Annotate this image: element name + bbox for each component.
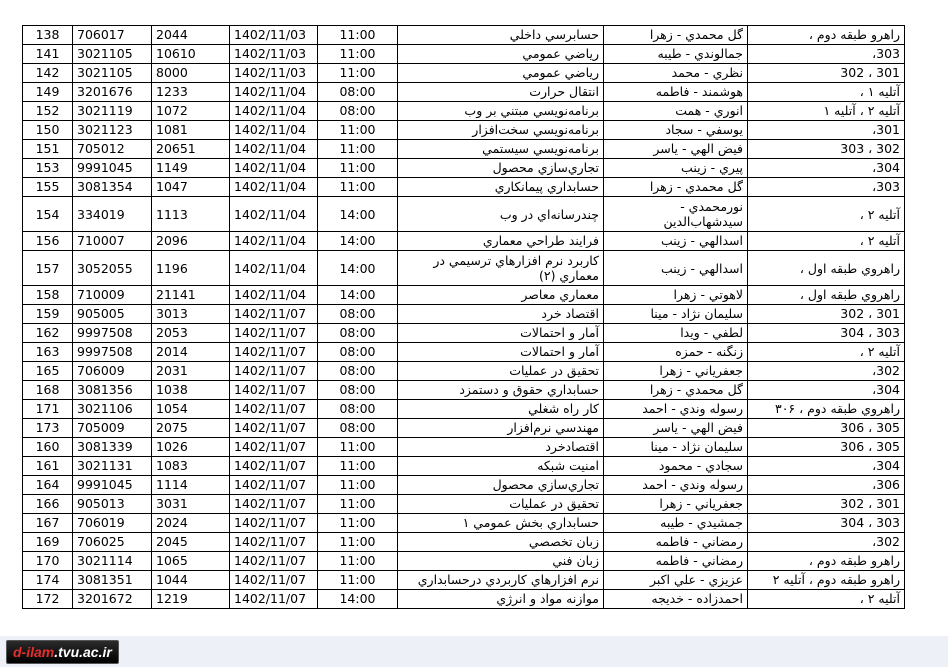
exam-room-cell: آتليه ۱ ، xyxy=(748,83,905,102)
exam-time-cell: 11:00 xyxy=(318,121,398,140)
row-number-cell: 169 xyxy=(23,533,73,552)
group-code-cell: 1113 xyxy=(152,197,230,232)
course-name-cell: تحقيق در عمليات xyxy=(398,495,604,514)
exam-time-cell: 11:00 xyxy=(318,438,398,457)
teacher-name-cell: رمضاني - فاطمه xyxy=(604,552,748,571)
exam-date-cell: 1402/11/04 xyxy=(230,83,318,102)
exam-room-cell: 302، xyxy=(748,362,905,381)
course-name-cell: امنيت شبكه xyxy=(398,457,604,476)
exam-date-cell: 1402/11/03 xyxy=(230,26,318,45)
exam-time-cell: 11:00 xyxy=(318,552,398,571)
group-code-cell: 8000 xyxy=(152,64,230,83)
teacher-name-cell: پيري - زينب xyxy=(604,159,748,178)
course-name-cell: رياضي عمومي xyxy=(398,64,604,83)
row-number-cell: 151 xyxy=(23,140,73,159)
exam-room-cell: راهروي طبقه اول ، xyxy=(748,286,905,305)
group-code-cell: 2096 xyxy=(152,232,230,251)
course-code-cell: 706009 xyxy=(73,362,152,381)
table-row xyxy=(23,45,905,64)
row-number-cell: 167 xyxy=(23,514,73,533)
exam-date-cell: 1402/11/07 xyxy=(230,476,318,495)
course-code-cell: 9997508 xyxy=(73,324,152,343)
exam-date-cell: 1402/11/07 xyxy=(230,362,318,381)
exam-room-cell: 303، xyxy=(748,178,905,197)
group-code-cell: 2044 xyxy=(152,26,230,45)
table-row xyxy=(23,83,905,102)
table-row xyxy=(23,286,905,305)
exam-time-cell: 08:00 xyxy=(318,381,398,400)
course-name-cell: فرايند طراحي معماري xyxy=(398,232,604,251)
row-number-cell: 157 xyxy=(23,251,73,286)
teacher-name-cell: جعفرياني - زهرا xyxy=(604,495,748,514)
teacher-name-cell: رسوله وندي - احمد xyxy=(604,400,748,419)
exam-room-cell: راهرو طبقه دوم ، xyxy=(748,26,905,45)
row-number-cell: 166 xyxy=(23,495,73,514)
exam-date-cell: 1402/11/07 xyxy=(230,590,318,609)
course-code-cell: 706025 xyxy=(73,533,152,552)
course-code-cell: 3081354 xyxy=(73,178,152,197)
exam-date-cell: 1402/11/07 xyxy=(230,457,318,476)
table-row xyxy=(23,251,905,286)
footer-bar xyxy=(0,636,948,667)
course-name-cell: اقتصاد خرد xyxy=(398,305,604,324)
teacher-name-cell: گل محمدي - زهرا xyxy=(604,381,748,400)
exam-room-cell: 305 ، 306 xyxy=(748,438,905,457)
course-code-cell: 3021105 xyxy=(73,64,152,83)
teacher-name-cell: انوري - همت xyxy=(604,102,748,121)
exam-date-cell: 1402/11/03 xyxy=(230,45,318,64)
exam-time-cell: 08:00 xyxy=(318,419,398,438)
course-name-cell: آمار و احتمالات xyxy=(398,324,604,343)
exam-room-cell: 304، xyxy=(748,159,905,178)
course-code-cell: 3021105 xyxy=(73,45,152,64)
group-code-cell: 20651 xyxy=(152,140,230,159)
group-code-cell: 2053 xyxy=(152,324,230,343)
row-number-cell: 150 xyxy=(23,121,73,140)
group-code-cell: 10610 xyxy=(152,45,230,64)
row-number-cell: 156 xyxy=(23,232,73,251)
exam-room-cell: 304، xyxy=(748,381,905,400)
course-code-cell: 3021114 xyxy=(73,552,152,571)
table-row xyxy=(23,419,905,438)
exam-room-cell: 302، xyxy=(748,533,905,552)
exam-time-cell: 11:00 xyxy=(318,571,398,590)
exam-room-cell: راهرو طبقه دوم ، xyxy=(748,552,905,571)
row-number-cell: 174 xyxy=(23,571,73,590)
row-number-cell: 155 xyxy=(23,178,73,197)
teacher-name-cell: نورمحمدي - سيدشهاب‌الدين xyxy=(604,197,748,232)
course-name-cell: رياضي عمومي xyxy=(398,45,604,64)
teacher-name-cell: فيض الهي - ياسر xyxy=(604,140,748,159)
exam-time-cell: 11:00 xyxy=(318,457,398,476)
course-name-cell: كاربرد نرم افزارهاي ترسيمي در معماري (۲) xyxy=(398,251,604,286)
teacher-name-cell: هوشمند - فاطمه xyxy=(604,83,748,102)
course-name-cell: اقتصادخرد xyxy=(398,438,604,457)
exam-date-cell: 1402/11/07 xyxy=(230,419,318,438)
exam-time-cell: 08:00 xyxy=(318,362,398,381)
course-code-cell: 3081351 xyxy=(73,571,152,590)
exam-time-cell: 11:00 xyxy=(318,159,398,178)
row-number-cell: 162 xyxy=(23,324,73,343)
group-code-cell: 3031 xyxy=(152,495,230,514)
exam-time-cell: 08:00 xyxy=(318,324,398,343)
course-code-cell: 3021106 xyxy=(73,400,152,419)
exam-room-cell: 303، xyxy=(748,45,905,64)
course-name-cell: كار راه شغلي xyxy=(398,400,604,419)
table-row xyxy=(23,178,905,197)
exam-room-cell: 304، xyxy=(748,457,905,476)
row-number-cell: 153 xyxy=(23,159,73,178)
course-code-cell: 3081339 xyxy=(73,438,152,457)
course-code-cell: 3201676 xyxy=(73,83,152,102)
exam-time-cell: 14:00 xyxy=(318,286,398,305)
course-name-cell: موازنه مواد و انرژي xyxy=(398,590,604,609)
exam-time-cell: 14:00 xyxy=(318,590,398,609)
exam-date-cell: 1402/11/04 xyxy=(230,159,318,178)
exam-time-cell: 14:00 xyxy=(318,197,398,232)
course-name-cell: زبان تخصصي xyxy=(398,533,604,552)
exam-date-cell: 1402/11/04 xyxy=(230,251,318,286)
course-name-cell: تجاري‌سازي محصول xyxy=(398,476,604,495)
course-code-cell: 9991045 xyxy=(73,159,152,178)
exam-date-cell: 1402/11/03 xyxy=(230,64,318,83)
teacher-name-cell: فيض الهي - ياسر xyxy=(604,419,748,438)
row-number-cell: 168 xyxy=(23,381,73,400)
group-code-cell: 2014 xyxy=(152,343,230,362)
exam-time-cell: 14:00 xyxy=(318,251,398,286)
teacher-name-cell: نظري - محمد xyxy=(604,64,748,83)
table-row xyxy=(23,362,905,381)
exam-room-cell: 303 ، 304 xyxy=(748,324,905,343)
exam-room-cell: راهروي طبقه دوم ، ۳۰۶ xyxy=(748,400,905,419)
course-code-cell: 710009 xyxy=(73,286,152,305)
row-number-cell: 172 xyxy=(23,590,73,609)
row-number-cell: 154 xyxy=(23,197,73,232)
table-row xyxy=(23,400,905,419)
table-row xyxy=(23,159,905,178)
exam-room-cell: 301، xyxy=(748,121,905,140)
teacher-name-cell: زنگنه - حمزه xyxy=(604,343,748,362)
course-name-cell: برنامه‌نويسي سخت‌افزار xyxy=(398,121,604,140)
table-row xyxy=(23,590,905,609)
course-code-cell: 705009 xyxy=(73,419,152,438)
exam-room-cell: 306، xyxy=(748,476,905,495)
table-row xyxy=(23,324,905,343)
course-code-cell: 3021123 xyxy=(73,121,152,140)
exam-room-cell: 301 ، 302 xyxy=(748,305,905,324)
teacher-name-cell: جمالوندي - طيبه xyxy=(604,45,748,64)
exam-time-cell: 11:00 xyxy=(318,26,398,45)
group-code-cell: 1233 xyxy=(152,83,230,102)
row-number-cell: 170 xyxy=(23,552,73,571)
exam-room-cell: 305 ، 306 xyxy=(748,419,905,438)
teacher-name-cell: اسدالهي - زينب xyxy=(604,232,748,251)
course-code-cell: 334019 xyxy=(73,197,152,232)
group-code-cell: 1196 xyxy=(152,251,230,286)
teacher-name-cell: سليمان نژاد - مينا xyxy=(604,305,748,324)
table-row xyxy=(23,533,905,552)
teacher-name-cell: جمشيدي - طيبه xyxy=(604,514,748,533)
course-code-cell: 3021131 xyxy=(73,457,152,476)
exam-room-cell: 301 ، 302 xyxy=(748,495,905,514)
exam-date-cell: 1402/11/07 xyxy=(230,343,318,362)
course-name-cell: زبان فني xyxy=(398,552,604,571)
course-name-cell: برنامه‌نويسي سيستمي xyxy=(398,140,604,159)
course-name-cell: تجاري‌سازي محصول xyxy=(398,159,604,178)
course-code-cell: 3201672 xyxy=(73,590,152,609)
exam-date-cell: 1402/11/07 xyxy=(230,305,318,324)
group-code-cell: 1081 xyxy=(152,121,230,140)
exam-date-cell: 1402/11/07 xyxy=(230,533,318,552)
group-code-cell: 1149 xyxy=(152,159,230,178)
exam-time-cell: 08:00 xyxy=(318,83,398,102)
table-row xyxy=(23,343,905,362)
group-code-cell: 1114 xyxy=(152,476,230,495)
table-body xyxy=(23,26,905,609)
exam-schedule-table xyxy=(22,25,905,609)
teacher-name-cell: لاهوتي - زهرا xyxy=(604,286,748,305)
table-row xyxy=(23,305,905,324)
group-code-cell: 2024 xyxy=(152,514,230,533)
course-code-cell: 3021119 xyxy=(73,102,152,121)
exam-date-cell: 1402/11/07 xyxy=(230,438,318,457)
course-name-cell: معماري معاصر xyxy=(398,286,604,305)
teacher-name-cell: اسدالهي - زينب xyxy=(604,251,748,286)
group-code-cell: 2045 xyxy=(152,533,230,552)
exam-date-cell: 1402/11/04 xyxy=(230,286,318,305)
group-code-cell: 2031 xyxy=(152,362,230,381)
course-code-cell: 705012 xyxy=(73,140,152,159)
group-code-cell: 1054 xyxy=(152,400,230,419)
group-code-cell: 2075 xyxy=(152,419,230,438)
teacher-name-cell: رمضاني - فاطمه xyxy=(604,533,748,552)
course-name-cell: چندرسانه‌اي در وب xyxy=(398,197,604,232)
exam-room-cell: آتليه ۲ ، آتليه ۱ xyxy=(748,102,905,121)
course-code-cell: 3081356 xyxy=(73,381,152,400)
exam-time-cell: 11:00 xyxy=(318,476,398,495)
group-code-cell: 3013 xyxy=(152,305,230,324)
table-row xyxy=(23,552,905,571)
table-row xyxy=(23,438,905,457)
group-code-cell: 1083 xyxy=(152,457,230,476)
table-row xyxy=(23,514,905,533)
teacher-name-cell: عزيزي - علي اكبر xyxy=(604,571,748,590)
course-name-cell: حسابداري حقوق و دستمزد xyxy=(398,381,604,400)
exam-date-cell: 1402/11/04 xyxy=(230,121,318,140)
row-number-cell: 141 xyxy=(23,45,73,64)
row-number-cell: 171 xyxy=(23,400,73,419)
exam-room-cell: آتليه ۲ ، xyxy=(748,232,905,251)
course-code-cell: 706017 xyxy=(73,26,152,45)
row-number-cell: 158 xyxy=(23,286,73,305)
exam-time-cell: 14:00 xyxy=(318,232,398,251)
teacher-name-cell: لطفي - ويدا xyxy=(604,324,748,343)
teacher-name-cell: جعفرياني - زهرا xyxy=(604,362,748,381)
row-number-cell: 165 xyxy=(23,362,73,381)
exam-time-cell: 11:00 xyxy=(318,533,398,552)
exam-room-cell: آتليه ۲ ، xyxy=(748,343,905,362)
group-code-cell: 1047 xyxy=(152,178,230,197)
teacher-name-cell: سليمان نژاد - مينا xyxy=(604,438,748,457)
group-code-cell: 1219 xyxy=(152,590,230,609)
row-number-cell: 152 xyxy=(23,102,73,121)
course-code-cell: 9991045 xyxy=(73,476,152,495)
table-row xyxy=(23,197,905,232)
course-name-cell: تحقيق در عمليات xyxy=(398,362,604,381)
table-row xyxy=(23,476,905,495)
course-name-cell: آمار و احتمالات xyxy=(398,343,604,362)
exam-time-cell: 11:00 xyxy=(318,495,398,514)
group-code-cell: 1065 xyxy=(152,552,230,571)
course-code-cell: 706019 xyxy=(73,514,152,533)
course-name-cell: مهندسي نرم‌افزار xyxy=(398,419,604,438)
exam-date-cell: 1402/11/07 xyxy=(230,514,318,533)
exam-room-cell: راهروي طبقه اول ، xyxy=(748,251,905,286)
course-name-cell: حسابرسي داخلي xyxy=(398,26,604,45)
exam-date-cell: 1402/11/04 xyxy=(230,232,318,251)
group-code-cell: 1026 xyxy=(152,438,230,457)
exam-date-cell: 1402/11/07 xyxy=(230,571,318,590)
course-name-cell: حسابداري پيمانكاري xyxy=(398,178,604,197)
course-code-cell: 3052055 xyxy=(73,251,152,286)
teacher-name-cell: گل محمدي - زهرا xyxy=(604,26,748,45)
exam-room-cell: راهرو طبقه دوم ، آتليه ۲ xyxy=(748,571,905,590)
exam-date-cell: 1402/11/04 xyxy=(230,197,318,232)
course-code-cell: 905013 xyxy=(73,495,152,514)
course-name-cell: حسابداري بخش عمومي ۱ xyxy=(398,514,604,533)
exam-date-cell: 1402/11/04 xyxy=(230,178,318,197)
table-row xyxy=(23,571,905,590)
group-code-cell: 1038 xyxy=(152,381,230,400)
course-code-cell: 710007 xyxy=(73,232,152,251)
row-number-cell: 149 xyxy=(23,83,73,102)
exam-time-cell: 08:00 xyxy=(318,305,398,324)
course-code-cell: 9997508 xyxy=(73,343,152,362)
course-code-cell: 905005 xyxy=(73,305,152,324)
table-row xyxy=(23,495,905,514)
table-row xyxy=(23,140,905,159)
exam-room-cell: 301 ، 302 xyxy=(748,64,905,83)
table-row xyxy=(23,232,905,251)
row-number-cell: 159 xyxy=(23,305,73,324)
logo-domain: .tvu.ac.ir xyxy=(54,644,112,660)
exam-time-cell: 08:00 xyxy=(318,400,398,419)
teacher-name-cell: گل محمدي - زهرا xyxy=(604,178,748,197)
group-code-cell: 21141 xyxy=(152,286,230,305)
table-row xyxy=(23,381,905,400)
exam-room-cell: آتليه ۲ ، xyxy=(748,590,905,609)
exam-time-cell: 11:00 xyxy=(318,64,398,83)
exam-time-cell: 08:00 xyxy=(318,343,398,362)
exam-time-cell: 11:00 xyxy=(318,514,398,533)
table-row xyxy=(23,64,905,83)
row-number-cell: 142 xyxy=(23,64,73,83)
teacher-name-cell: رسوله وندي - احمد xyxy=(604,476,748,495)
logo-highlight: d-ilam xyxy=(13,644,55,660)
teacher-name-cell: يوسفي - سجاد xyxy=(604,121,748,140)
row-number-cell: 164 xyxy=(23,476,73,495)
site-logo[interactable] xyxy=(6,640,119,664)
row-number-cell: 163 xyxy=(23,343,73,362)
exam-date-cell: 1402/11/04 xyxy=(230,102,318,121)
group-code-cell: 1044 xyxy=(152,571,230,590)
exam-time-cell: 08:00 xyxy=(318,102,398,121)
exam-date-cell: 1402/11/04 xyxy=(230,140,318,159)
row-number-cell: 138 xyxy=(23,26,73,45)
course-name-cell: برنامه‌نويسي مبتني بر وب xyxy=(398,102,604,121)
table-row xyxy=(23,26,905,45)
exam-time-cell: 11:00 xyxy=(318,178,398,197)
table-row xyxy=(23,121,905,140)
table-row xyxy=(23,457,905,476)
teacher-name-cell: سجادي - محمود xyxy=(604,457,748,476)
table-row xyxy=(23,102,905,121)
row-number-cell: 161 xyxy=(23,457,73,476)
group-code-cell: 1072 xyxy=(152,102,230,121)
course-name-cell: انتقال حرارت xyxy=(398,83,604,102)
exam-date-cell: 1402/11/07 xyxy=(230,495,318,514)
exam-date-cell: 1402/11/07 xyxy=(230,552,318,571)
exam-room-cell: 302 ، 303 xyxy=(748,140,905,159)
row-number-cell: 173 xyxy=(23,419,73,438)
teacher-name-cell: احمدزاده - خديجه xyxy=(604,590,748,609)
exam-date-cell: 1402/11/07 xyxy=(230,400,318,419)
exam-time-cell: 11:00 xyxy=(318,140,398,159)
exam-room-cell: 303 ، 304 xyxy=(748,514,905,533)
course-name-cell: نرم افزارهاي كاربردي درحسابداري xyxy=(398,571,604,590)
row-number-cell: 160 xyxy=(23,438,73,457)
exam-room-cell: آتليه ۲ ، xyxy=(748,197,905,232)
exam-date-cell: 1402/11/07 xyxy=(230,324,318,343)
exam-time-cell: 11:00 xyxy=(318,45,398,64)
exam-date-cell: 1402/11/07 xyxy=(230,381,318,400)
